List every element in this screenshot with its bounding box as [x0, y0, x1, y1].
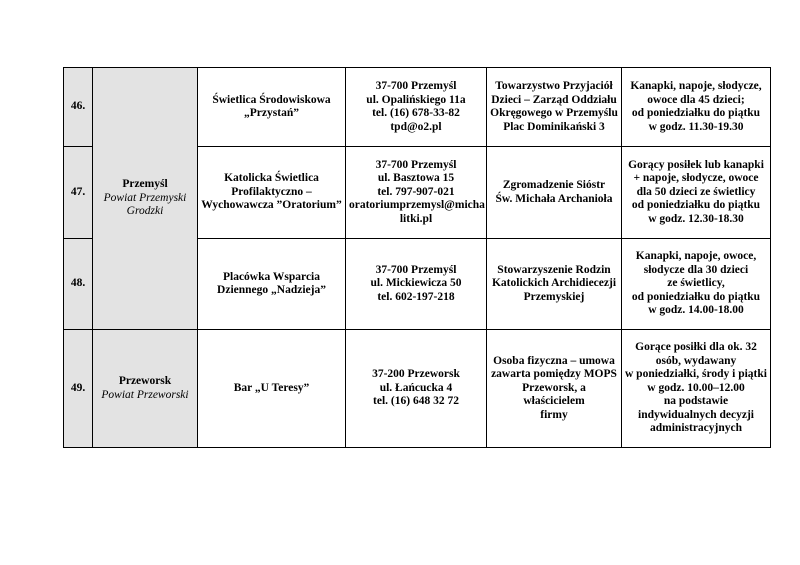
district-name: Powiat Przeworski [101, 388, 189, 401]
city-name: Przemyśl [122, 178, 168, 191]
service-cell: Kanapki, napoje, słodycze, owoce dla 45 dzieci; od poniedziałku do piątku w godz. 11.30-19.30 [622, 68, 771, 147]
address-cell: 37-200 Przeworsk ul. Łańcucka 4 tel. (16) 648 32 72 [346, 330, 487, 448]
address-cell: 37-700 Przemyśl ul. Basztowa 15 tel. 797-907-021 oratoriumprzemysl@micha litki.pl [346, 147, 487, 239]
district-name: Powiat Przemyski [103, 191, 187, 204]
location-cell [93, 330, 198, 448]
facility-name-cell: Świetlica Środowiskowa „Przystań” [198, 68, 346, 147]
facility-name-cell: Bar „U Teresy” [198, 330, 346, 448]
row-number: 48. [64, 239, 93, 330]
row-number: 47. [64, 147, 93, 239]
row-number: 46. [64, 68, 93, 147]
location-cell [93, 68, 198, 330]
table-row [64, 330, 771, 448]
service-cell: Gorące posiłki dla ok. 32 osób, wydawany w poniedziałki, środy i piątki w godz. 10.00–12.00 na podstawie indywidualnych decyzji administracyjnych [622, 330, 771, 448]
address-cell: 37-700 Przemyśl ul. Mickiewicza 50 tel. 602-197-218 [346, 239, 487, 330]
city-name: Przeworsk [118, 375, 172, 387]
facility-name-cell: Placówka Wsparcia Dziennego „Nadzieja” [198, 239, 346, 330]
address-cell: 37-700 Przemyśl ul. Opalińskiego 11a tel. (16) 678-33-82 tpd@o2.pl [346, 68, 487, 147]
operator-cell: Towarzystwo Przyjaciół Dzieci – Zarząd Oddziału Okręgowego w Przemyślu Plac Dominikański 3 [487, 68, 622, 147]
table-row [64, 68, 771, 147]
service-cell: Gorący posiłek lub kanapki + napoje, słodycze, owoce dla 50 dzieci ze świetlicy od poniedziałku do piątku w godz. 12.30-18.30 [622, 147, 771, 239]
operator-cell: Zgromadzenie Sióstr Św. Michała Archanioła [487, 147, 622, 239]
row-number: 49. [64, 330, 93, 448]
operator-cell: Osoba fizyczna – umowa zawarta pomiędzy MOPS Przeworsk, a właścicielem firmy [487, 330, 622, 448]
service-cell: Kanapki, napoje, owoce, słodycze dla 30 dzieci ze świetlicy, od poniedziałku do piątku w godz. 14.00-18.00 [622, 239, 771, 330]
operator-cell: Stowarzyszenie Rodzin Katolickich Archidiecezji Przemyskiej [487, 239, 622, 330]
facility-name-cell: Katolicka Świetlica Profilaktyczno – Wychowawcza ”Oratorium” [198, 147, 346, 239]
district-name: Grodzki [126, 205, 164, 218]
facilities-table [63, 67, 771, 448]
